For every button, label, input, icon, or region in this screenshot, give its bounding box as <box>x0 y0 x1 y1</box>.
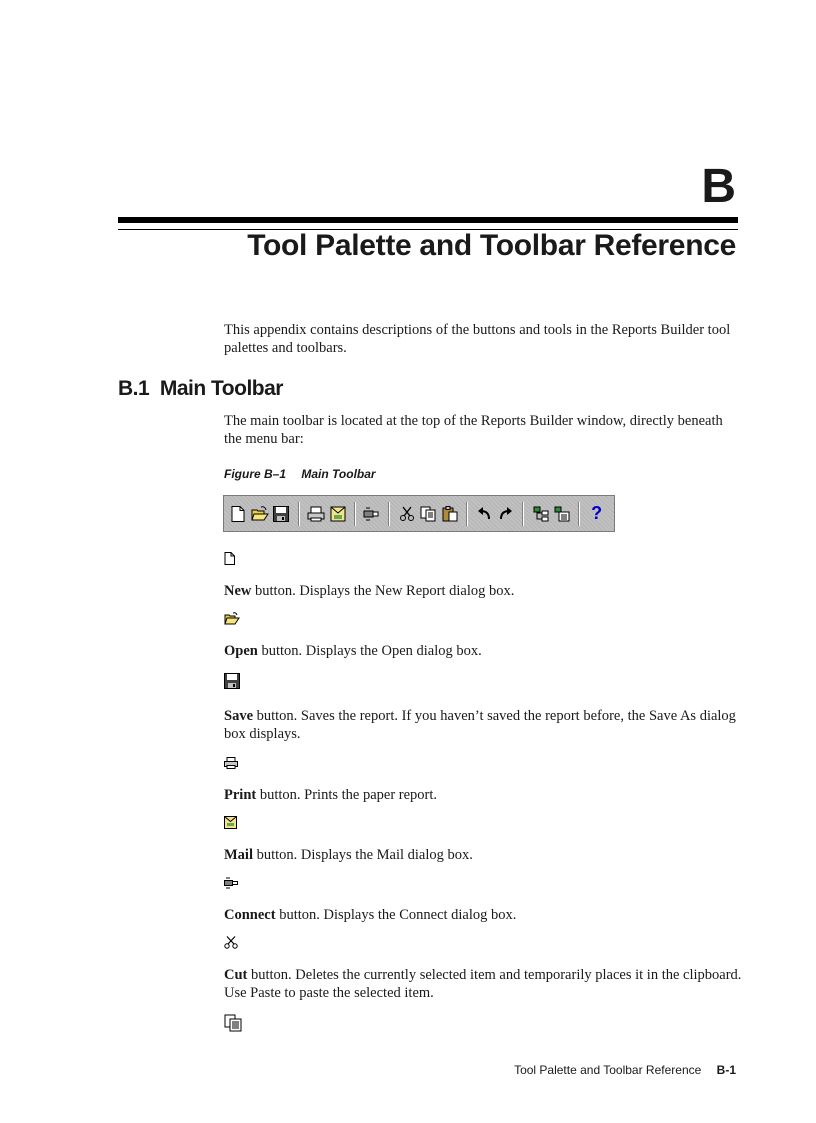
open-button-description <box>224 642 744 660</box>
button-description-text: button. Displays the Connect dialog box. <box>275 907 517 923</box>
open-icon <box>251 503 270 525</box>
mail-button-description <box>224 846 744 864</box>
button-name: Print <box>224 787 257 803</box>
figure-caption <box>224 467 376 481</box>
toolbar-separator <box>388 502 390 526</box>
toolbar-separator <box>578 502 580 526</box>
copy-icon <box>419 503 438 525</box>
toolbar-separator <box>354 502 356 526</box>
button-name: Open <box>224 643 258 659</box>
button-description-text: button. Displays the Mail dialog box. <box>253 847 473 863</box>
section-title: Main Toolbar <box>159 377 283 400</box>
figure-title: Main Toolbar <box>301 467 376 481</box>
save-button-description <box>224 707 744 743</box>
button-description-text: button. Deletes the currently selected item and temporarily places it in the clipboard. Use Paste to paste the selected item. <box>224 967 742 1001</box>
open-icon <box>224 612 240 632</box>
mail-icon <box>328 503 347 525</box>
page-number: B-1 <box>716 1063 736 1077</box>
section-body: The main toolbar is located at the top of the Reports Builder window, directly beneath the menu bar: <box>224 413 723 447</box>
print-icon <box>224 756 238 776</box>
connect-icon <box>363 503 382 525</box>
new-button-description <box>224 582 744 600</box>
toolbar-separator <box>466 502 468 526</box>
button-name: Mail <box>224 847 253 863</box>
button-description-text: button. Prints the paper report. <box>256 787 438 803</box>
figure-number: Figure B–1 <box>224 467 287 481</box>
connect-icon <box>224 876 239 896</box>
button-description-text: button. Displays the New Report dialog box. <box>251 583 515 599</box>
paste-icon <box>441 503 460 525</box>
copy-icon <box>224 1014 242 1034</box>
property-inspector-icon <box>553 503 572 525</box>
toolbar-separator <box>298 502 300 526</box>
chapter-title: Tool Palette and Toolbar Reference <box>247 229 736 262</box>
appendix-letter: B <box>701 160 736 213</box>
cut-icon <box>224 936 238 956</box>
toolbar-separator <box>522 502 524 526</box>
cut-icon <box>397 503 416 525</box>
save-icon <box>272 503 291 525</box>
mail-icon <box>224 816 237 836</box>
help-icon: ? <box>591 503 603 523</box>
main-toolbar-figure <box>223 495 615 532</box>
connect-button-description <box>224 906 744 924</box>
section-heading <box>118 377 283 401</box>
footer-title: Tool Palette and Toolbar Reference <box>514 1063 702 1077</box>
intro-paragraph: This appendix contains descriptions of the buttons and tools in the Reports Builder tool palettes and toolbars. <box>224 322 731 356</box>
cut-button-description <box>224 966 744 1002</box>
chapter-rule-thick <box>118 217 738 223</box>
save-icon <box>224 673 240 693</box>
print-button-description <box>224 786 744 804</box>
object-navigator-icon <box>531 503 550 525</box>
button-description-text: button. Saves the report. If you haven’t saved the report before, the Save As dialog box displays. <box>224 708 736 742</box>
new-icon <box>229 503 248 525</box>
page-footer <box>514 1063 736 1077</box>
print-icon <box>307 503 326 525</box>
button-description-text: button. Displays the Open dialog box. <box>257 643 482 659</box>
undo-icon <box>475 503 494 525</box>
button-name: Cut <box>224 967 248 983</box>
button-name: New <box>224 583 252 599</box>
redo-icon <box>497 503 516 525</box>
section-number: B.1 <box>118 377 150 400</box>
new-icon <box>224 552 236 572</box>
button-name: Connect <box>224 907 276 923</box>
button-name: Save <box>224 708 253 724</box>
